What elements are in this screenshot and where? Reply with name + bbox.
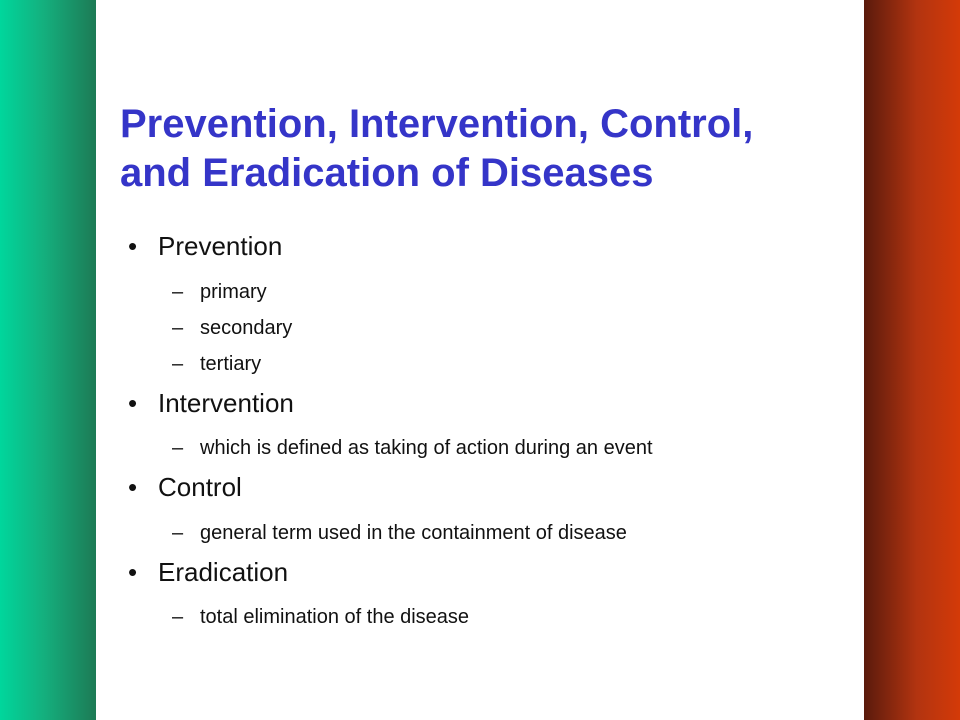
bullet-intervention: • Intervention — [120, 387, 840, 420]
title-line-2: and Eradication of Diseases — [120, 151, 654, 196]
slide-title — [120, 100, 920, 198]
title-line-1: Prevention, Intervention, Control, — [120, 102, 754, 146]
bullet-eradication: • Eradication — [120, 556, 840, 589]
sub-bullet-tertiary: – tertiary — [120, 351, 840, 377]
left-accent-bar — [0, 0, 96, 720]
sub-bullet-control-definition: – general term used in the containment of disease — [120, 520, 840, 546]
bullet-prevention: • Prevention — [120, 230, 840, 263]
sub-bullet-primary: – primary — [120, 279, 840, 305]
sub-bullet-intervention-definition: – which is defined as taking of action during an event — [120, 435, 840, 461]
bullet-list — [120, 230, 840, 640]
sub-bullet-eradication-definition: – total elimination of the disease — [120, 604, 840, 630]
sub-bullet-secondary: – secondary — [120, 315, 840, 341]
bullet-control: • Control — [120, 471, 840, 504]
